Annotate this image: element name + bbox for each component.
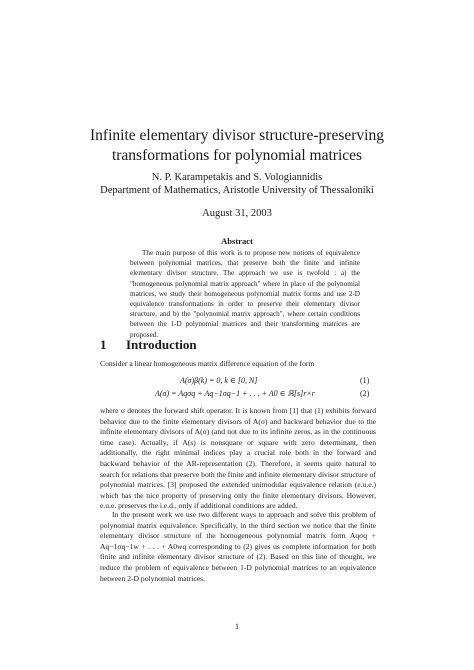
authors: N. P. Karampetakis and S. Vologiannidis [151,172,323,183]
title-line-1: Infinite elementary divisor structure-preserving [90,127,384,144]
intro-sentence: Consider a linear homogeneous matrix difference equation of the form [100,359,315,368]
equation-1: A(σ)β(k) = 0, k ∈ [0, N] [180,376,258,385]
affiliation: Department of Mathematics, Aristotle University of Thessaloniki [100,185,374,196]
abstract-text: The main purpose of this work is to propose new notions of equivalence between polynomial matrices, that preserve both the finite and infinite elementary divisor structure. The approach we use is twofold : a) the "homogeneous polynomial matrix approach" where in place of the polynomial matrices, we study their homogeneous polynomial matrix forms and use 2-D equivalence transformations in order to preserve their elementary divisor structure, and b) the "polynomial matrix approach", where certain conditions between the 1-D polynomial matrices and their transforming matrices are proposed. [130,249,360,339]
equation-2: A(σ) = Aqσq + Aq−1σq−1 + . . . + A0 ∈ ℝ[s]r×r [155,389,315,398]
section-number: 1 [100,337,107,352]
paragraph-2: In the present work we use two different ways to approach and solve this problem of polynomial matrix equivalence. Specifically, in the third section we notice that the finite elementary divisor structure of the homogeneous polynomial matrix form Aqσq + Aq−1σq−1w + . . . + A0wq corresponding to (2) gives us complete information for both finite and infinite elementary divisor structure of (2). Based on this line of thought, we reduce the problem of equivalence between 1-D polynomial matrices to an equivalence between 2-D polynomial matrices. [100,510,376,583]
equation-1-number: (1) [360,376,370,385]
section-heading [100,337,197,353]
page-number: 1 [235,622,239,631]
section-title: Introduction [126,337,197,352]
date: August 31, 2003 [202,208,272,219]
paragraph-1: where σ denotes the forward shift operator. It is known from [1] that (1) exhibits forward behavior due to the finite elementary divisors of A(σ) and backward behavior due to the infinite elementary divisors of A(σ) (and not due to its infinite zeros, as in the continuous time case). Actually, if A(s) is nonsquare or square with zero determinant, then additionally, the right minimal indices play a crucial role both in the forward and backward behavior of the AR-representation (2). Therefore, it seems quite natural to search for relations that preserve both the finite and infinite elementary divisor structure of polynomial matrices. [3] proposed the extended unimodular equivalence relation (e.u.e.) which has the nice property of preserving only the finite elementary divisors. However, e.u.e. preserves the i.e.d., only if additional conditions are added. [100,406,376,511]
equation-2-number: (2) [360,389,370,398]
title-line-2: transformations for polynomial matrices [111,147,363,164]
abstract-heading: Abstract [221,236,253,246]
paper-title [60,126,414,166]
